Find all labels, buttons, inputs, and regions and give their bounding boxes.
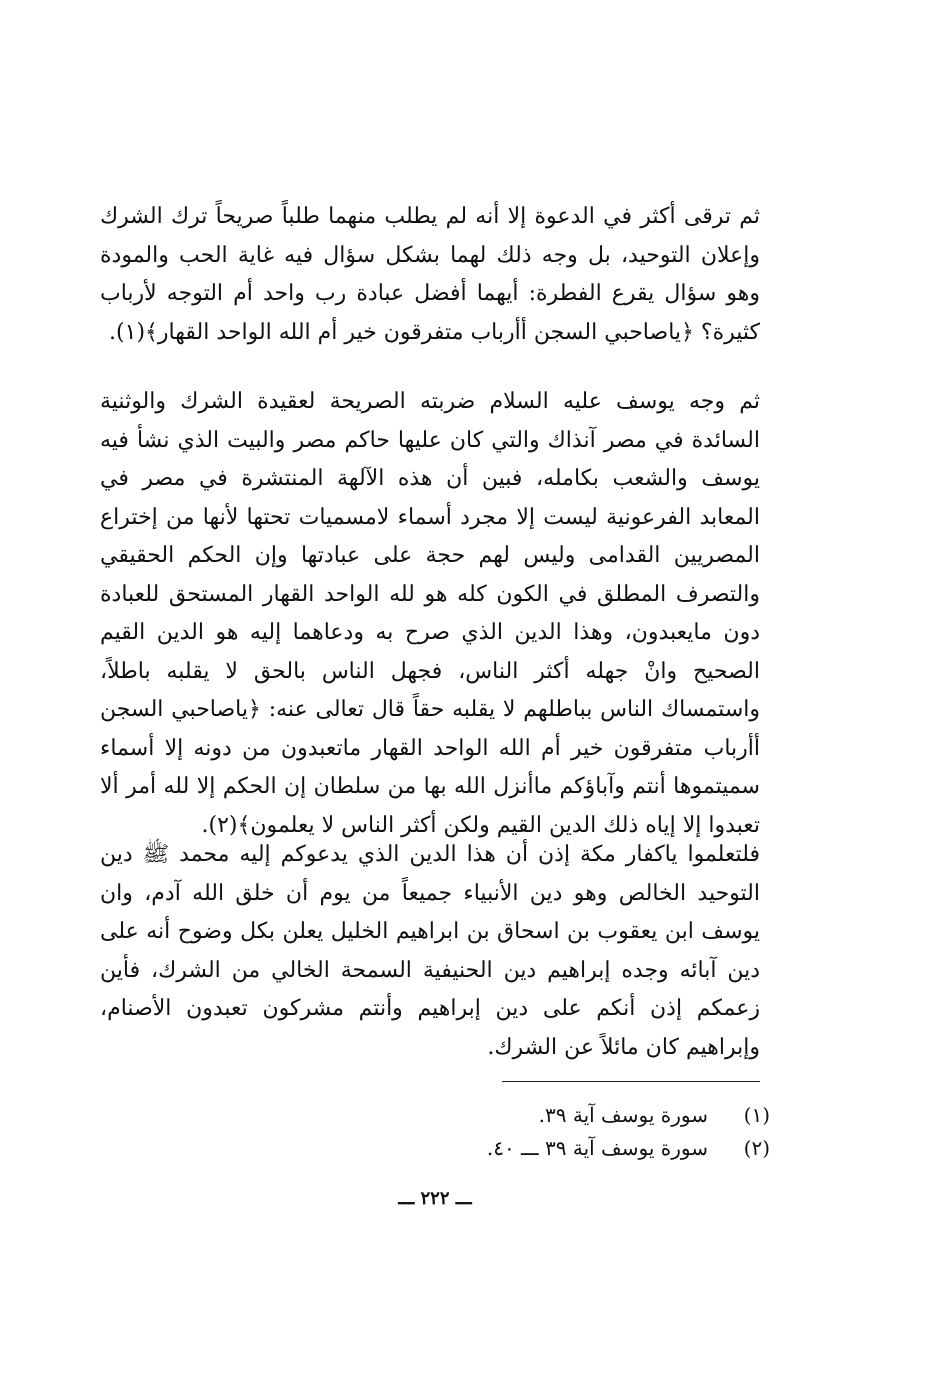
- footnote-separator: [502, 1081, 760, 1082]
- paragraph-2: ثم وجه يوسف عليه السلام ضربته الصريحة لعقيدة الشرك والوثنية السائدة في مصر آنذاك والتي كان عليها حاكم مصر والبيت الذي نشأ فيه يوسف والشعب بكامله، فبين أن هذه الآلهة المنتشرة في مصر في المعابد الفرعونية ليست إلا مجرد أسماء لامسميات تحتها لأنها من إختراع المصريين القدامى وليس لهم حجة على عبادتها وإن الحكم الحقيقي والتصرف المطلق في الكون كله هو لله الواحد القهار المستحق للعبادة دون مايعبدون، وهذا الدين الذي صرح به ودعاهما إليه هو الدين القيم الصحيح وانْ جهله أكثر الناس، فجهل الناس بالحق لا يقلبه باطلاً، واستمساك الناس بباطلهم لا يقلبه حقاً قال تعالى عنه: ﴿ياصاحبي السجن أأرباب متفرقون خير أم الله الواحد القهار ماتعبدون من دونه إلا أسماء سميتموها أنتم وآباؤكم ماأنزل الله بها من سلطان إن الحكم إلا لله أمر ألا تعبدوا إلا إياه ذلك الدين القيم ولكن أكثر الناس لا يعلمون﴾(٢).: [100, 389, 760, 838]
- footnote-1: [400, 1100, 770, 1130]
- footnote-text: سورة يوسف آية ٣٩.: [538, 1103, 708, 1127]
- footnote-number: (٢): [743, 1136, 770, 1160]
- paragraph-1: ثم ترقى أكثر في الدعوة إلا أنه لم يطلب منهما طلباً صريحاً ترك الشرك وإعلان التوحيد، بل وجه ذلك لهما بشكل سؤال فيه غاية الحب والمودة وهو سؤال يقرع الفطرة: أيهما أفضل عبادة رب واحد أم التوجه لأرباب كثيرة؟ ﴿ياصاحبي السجن أأرباب متفرقون خير أم الله الواحد القهار﴾(١).: [100, 204, 760, 345]
- footnote-2: [400, 1133, 770, 1163]
- footnote-number: (١): [743, 1103, 770, 1127]
- footnote-text: سورة يوسف آية ٣٩ ـــ ٤٠.: [486, 1136, 708, 1160]
- page-number: ـــ ٢٢٢ ـــ: [398, 1188, 472, 1209]
- paragraph-3: فلتعلموا ياكفار مكة إذن أن هذا الدين الذي يدعوكم إليه محمد ﷺ دين التوحيد الخالص وهو دين الأنبياء جميعاً من يوم أن خلق الله آدم، وان يوسف ابن يعقوب بن اسحاق بن ابراهيم الخليل يعلن بكل وضوح أنه على دين آبائه وجده إبراهيم دين الحنيفية السمحة الخالي من الشرك، فأين زعمكم إذن أنكم على دين إبراهيم وأنتم مشركون تعبدون الأصنام، وإبراهيم كان مائلاً عن الشرك.: [100, 842, 760, 1060]
